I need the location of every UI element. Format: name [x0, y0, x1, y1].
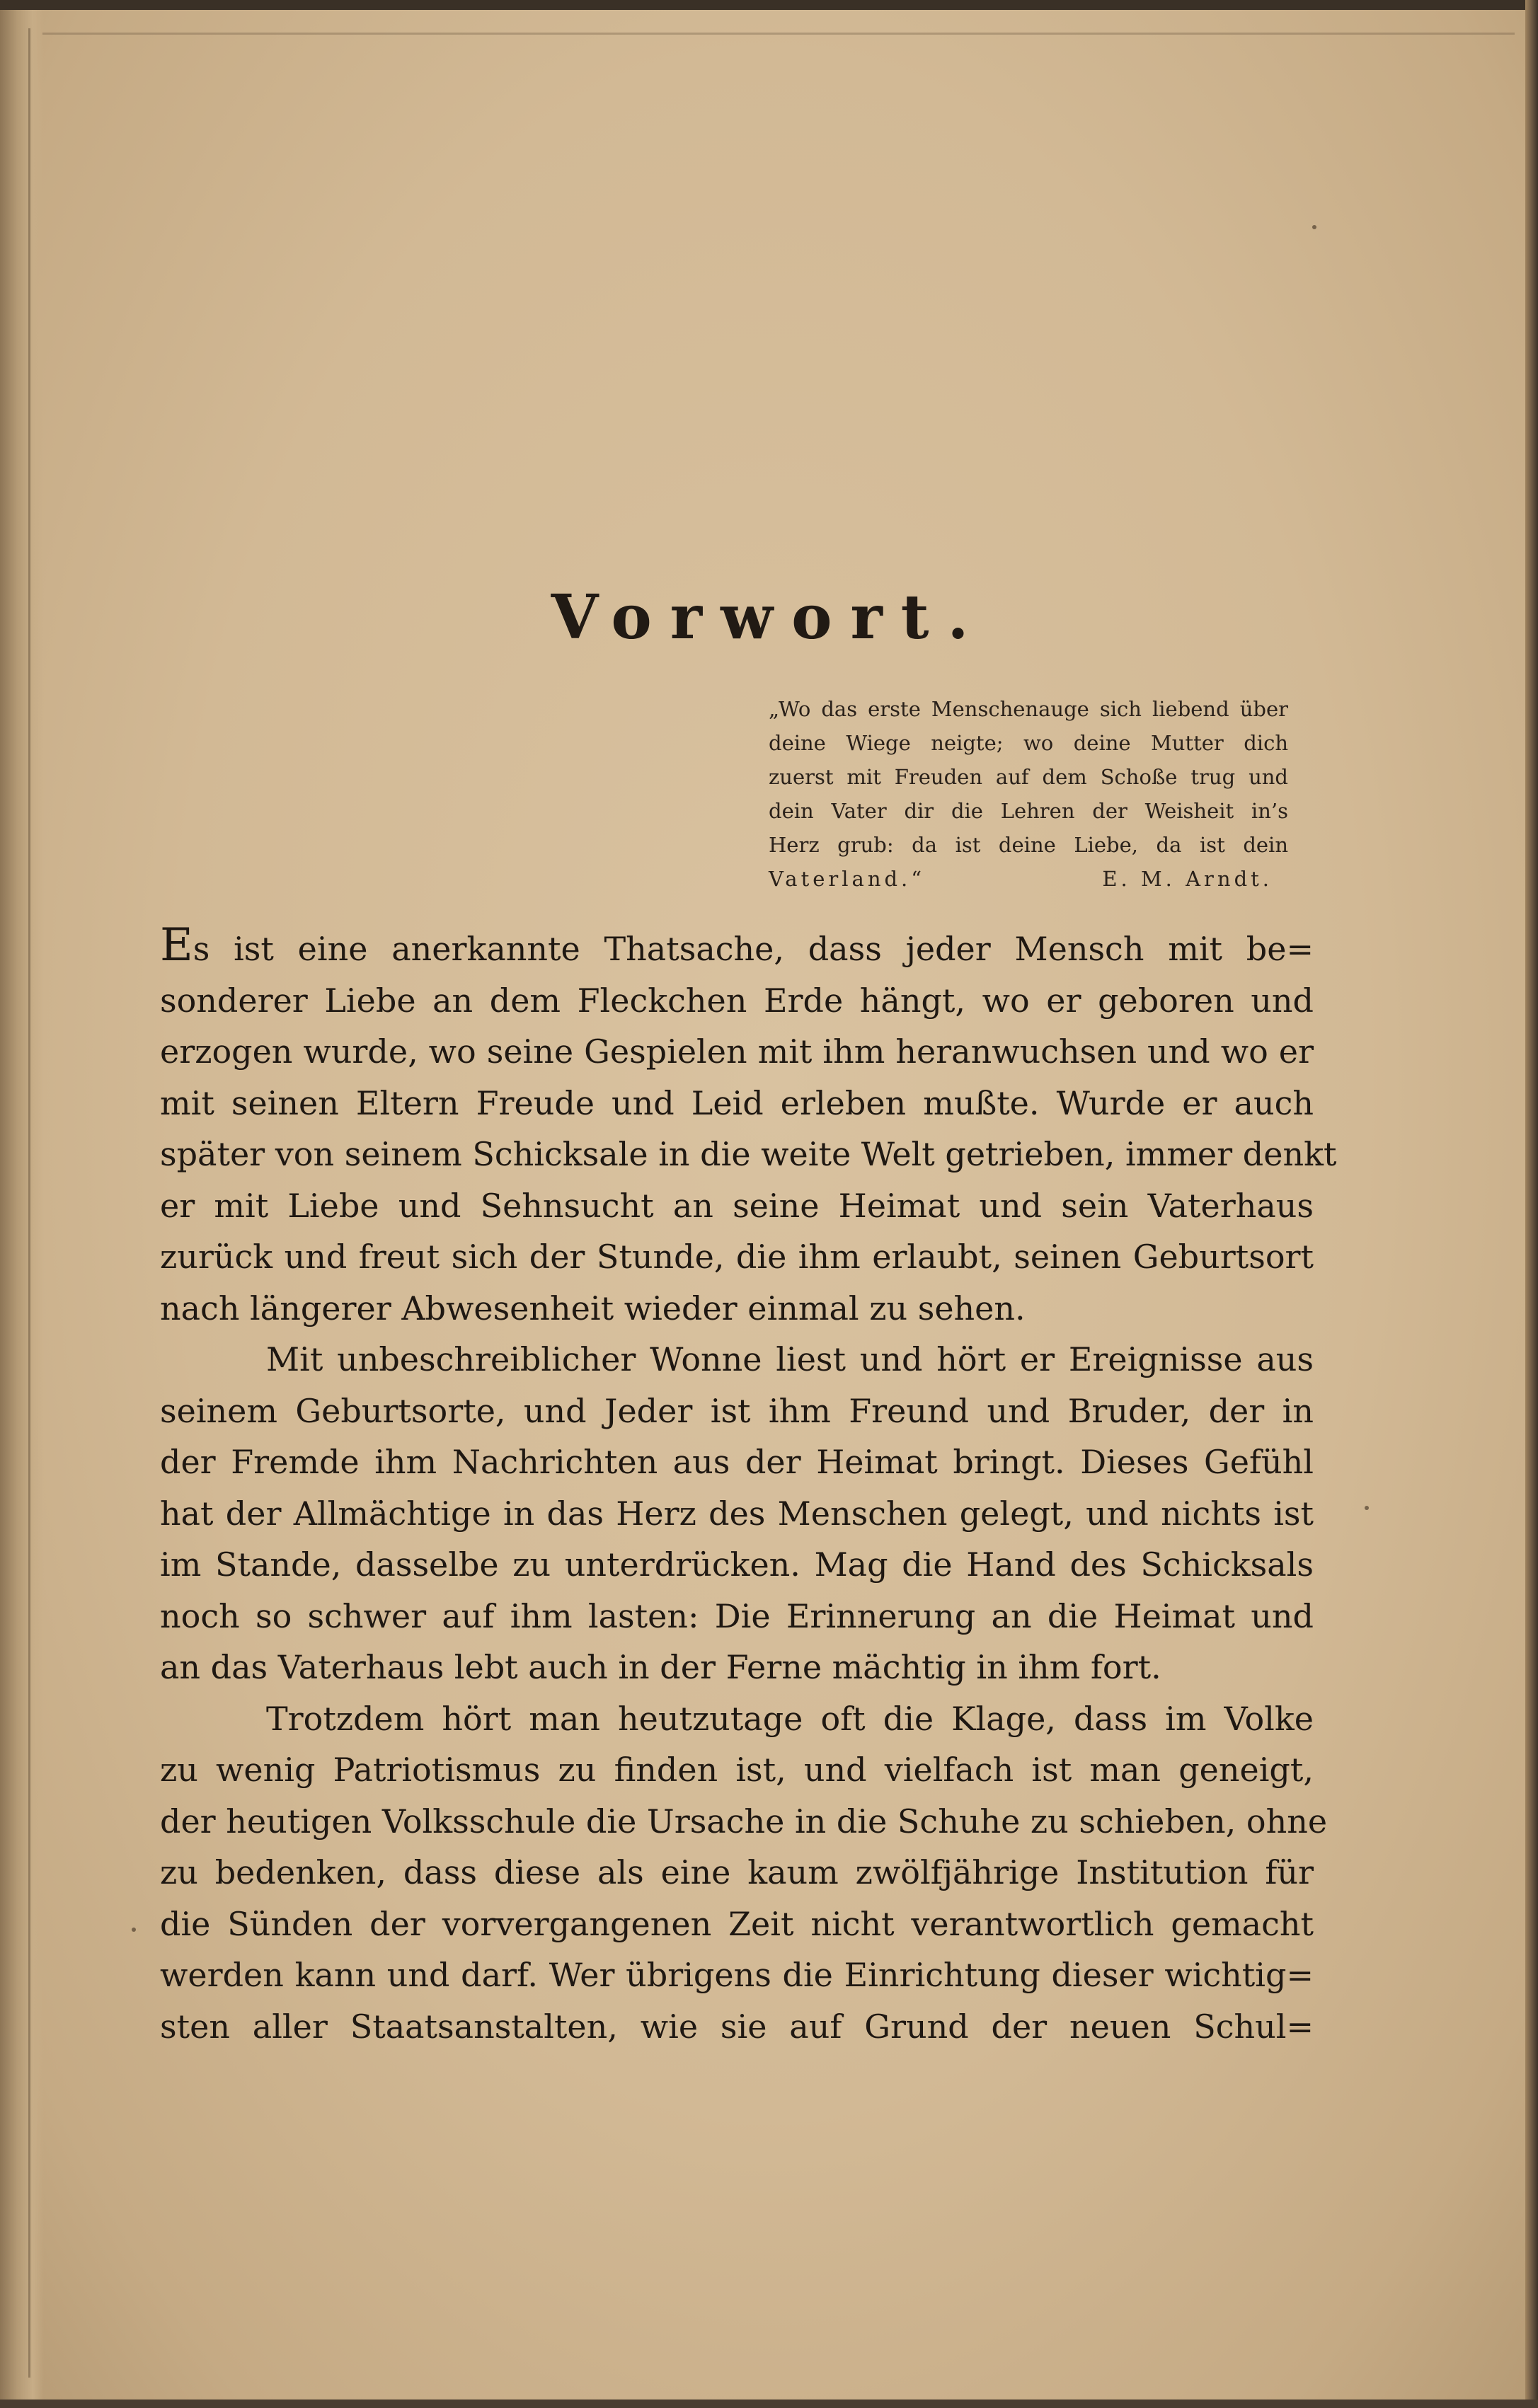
epigraph-line: „Wo das erste Menschenauge sich liebend über [769, 697, 1288, 721]
epigraph-line: zuerst mit Freuden auf dem Schoße trug und [769, 765, 1288, 789]
body-text [160, 919, 1337, 2052]
epigraph-vaterland: Vaterland.“ [769, 867, 926, 891]
paragraph-line: Mit unbeschreiblicher Wonne liest und hört er Ereignisse aus [266, 1340, 1314, 1378]
epigraph [769, 692, 1288, 896]
paragraph-line: der Fremde ihm Nachrichten aus der Heimat bringt. Dieses Gefühl [160, 1443, 1314, 1481]
paragraph-line: sten aller Staatsanstalten, wie sie auf Grund der neuen Schul= [160, 2007, 1314, 2046]
paragraph-line: an das Vaterhaus lebt auch in der Ferne mächtig in ihm fort. [160, 1648, 1161, 1686]
paragraph-line: sonderer Liebe an dem Fleckchen Erde hängt, wo er geboren und [160, 981, 1314, 1020]
paper-speck [132, 1928, 136, 1932]
epigraph-line: dein Vater dir die Lehren der Weisheit in’s [769, 799, 1288, 823]
epigraph-last-line [769, 862, 1288, 896]
paper-speck [1365, 1506, 1369, 1510]
paragraph-line: die Sünden der vorvergangenen Zeit nicht verantwortlich gemacht [160, 1904, 1314, 1943]
paragraph-line: zu bedenken, dass diese als eine kaum zwölfjährige Institution für [160, 1853, 1314, 1891]
page-top-edge [0, 0, 1538, 10]
paragraph-line: erzogen wurde, wo seine Gespielen mit ihm heranwuchsen und wo er [160, 1032, 1314, 1071]
paragraph-line: Trotzdem hört man heutzutage oft die Klage, dass im Volke [266, 1699, 1314, 1738]
paragraph-line: zu wenig Patriotismus zu finden ist, und vielfach ist man geneigt, [160, 1751, 1314, 1789]
paragraph-line: hat der Allmächtige in das Herz des Menschen gelegt, und nichts ist [160, 1494, 1314, 1533]
epigraph-author: E. M. Arndt. [1102, 867, 1273, 891]
paragraph-text: s ist eine anerkannte Thatsache, dass jeder Mensch mit be= [193, 930, 1314, 968]
paragraph-line: zurück und freut sich der Stunde, die ihm erlaubt, seinen Geburtsort [160, 1238, 1314, 1276]
page-binding-shadow [0, 0, 44, 2408]
paragraph-line: im Stande, dasselbe zu unterdrücken. Mag die Hand des Schicksals [160, 1545, 1314, 1584]
epigraph-line: Herz grub: da ist deine Liebe, da ist dein [769, 833, 1288, 857]
paragraph-line: er mit Liebe und Sehnsucht an seine Heimat und sein Vaterhaus [160, 1186, 1314, 1225]
paragraph-line: mit seinen Eltern Freude und Leid erleben mußte. Wurde er auch [160, 1083, 1314, 1122]
paragraph-line: nach längerer Abwesenheit wieder einmal zu sehen. [160, 1289, 1026, 1327]
dropcap: E [160, 919, 193, 972]
paragraph-line: seinem Geburtsorte, und Jeder ist ihm Freund und Bruder, der in [160, 1391, 1314, 1430]
epigraph-line: deine Wiege neigte; wo deine Mutter dich [769, 731, 1288, 755]
page-bottom-edge [0, 2400, 1538, 2408]
page-right-edge [1525, 0, 1538, 2408]
paragraph-1-line-1 [160, 919, 1314, 975]
binding-crease [28, 28, 30, 2378]
page-title: Vorwort. [551, 582, 987, 653]
paper-speck [1312, 225, 1316, 229]
paragraph-line: werden kann und darf. Wer übrigens die Einrichtung dieser wichtig= [160, 1956, 1314, 1994]
paragraph-line: der heutigen Volksschule die Ursache in die Schuhe zu schieben, ohne [160, 1802, 1328, 1840]
paragraph-line: noch so schwer auf ihm lasten: Die Erinnerung an die Heimat und [160, 1596, 1314, 1635]
page-top-crease [42, 33, 1515, 35]
paragraph-line: später von seinem Schicksale in die weite Welt getrieben, immer denkt [160, 1135, 1337, 1173]
